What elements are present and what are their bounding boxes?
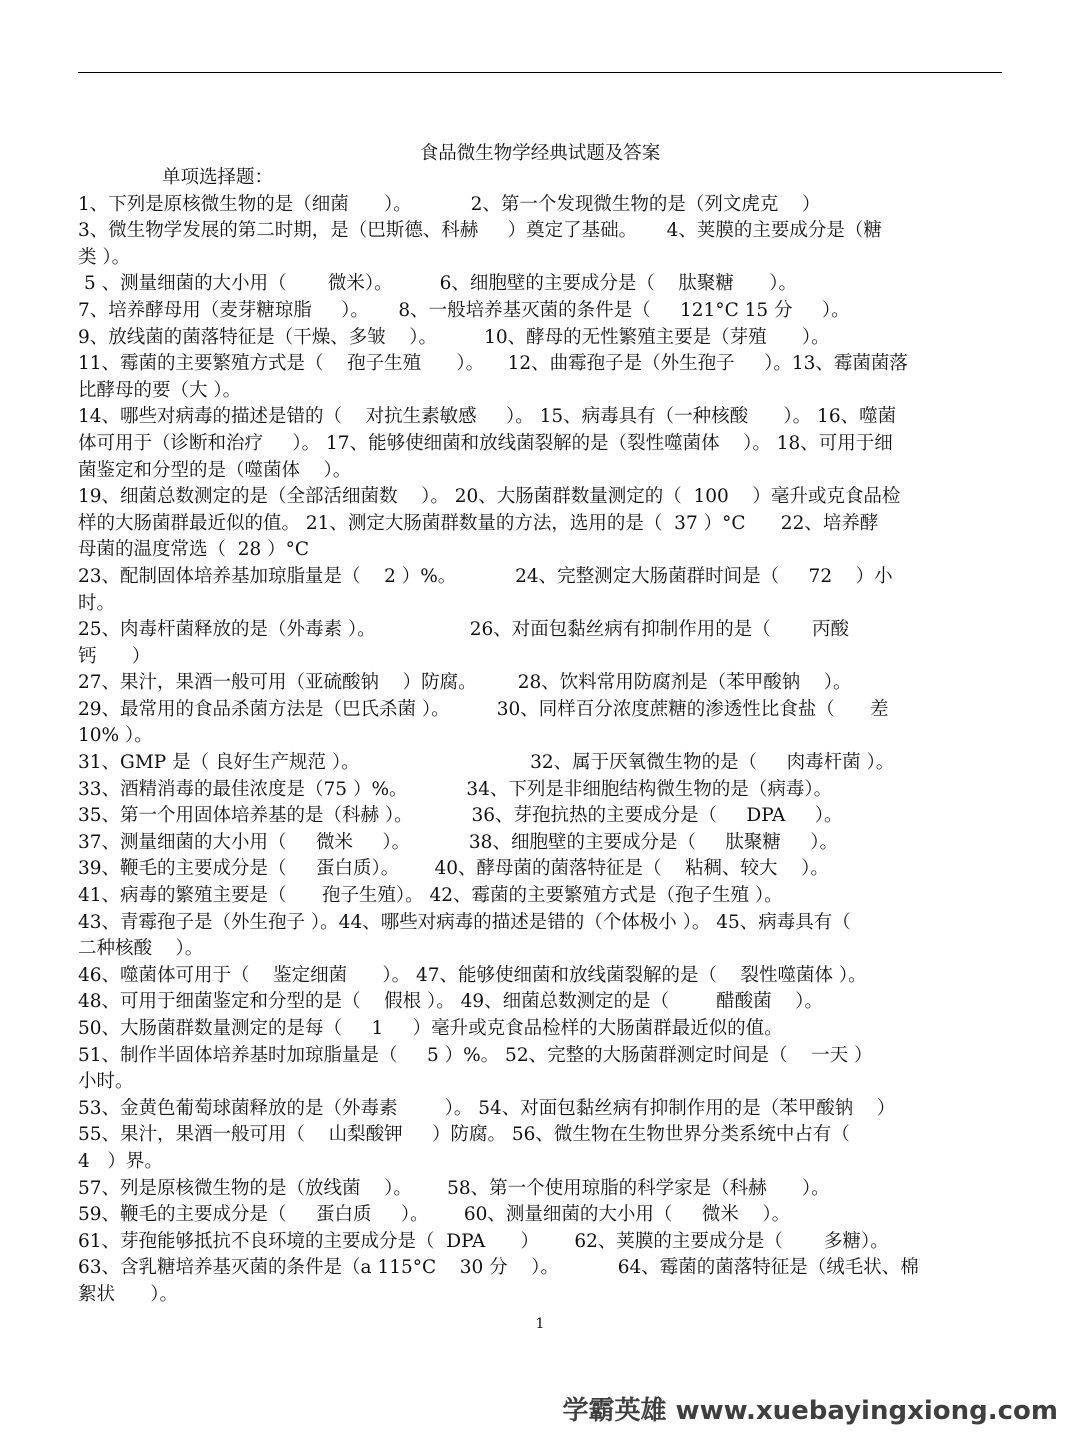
page-number: 1 <box>535 1316 545 1332</box>
question-list <box>78 165 1018 1335</box>
text-line: 46、噬菌体可用于（ 鉴定细菌 ）。 47、能够使细菌和放线菌裂解的是（ 裂性噬菌体 ）。 <box>78 964 867 986</box>
text-line: 41、病毒的繁殖主要是（ 孢子生殖）。 42、霉菌的主要繁殖方式是（孢子生殖 ）。 <box>78 885 783 907</box>
text-line: 14、哪些对病毒的描述是错的（ 对抗生素敏感 ）。 15、病毒具有（一种核酸 ）。 16、噬菌 <box>78 406 897 428</box>
text-line: 37、测量细菌的大小用（ 微米 ）。 38、细胞壁的主要成分是（ 肽聚糖 ）。 <box>78 831 839 853</box>
text-line: 48、可用于细菌鉴定和分型的是（ 假根 ）。 49、细菌总数测定的是（ 醋酸菌 ）。 <box>78 991 823 1013</box>
text-line: 体可用于（诊断和治疗 ）。 17、能够使细菌和放线菌裂解的是（裂性噬菌体 ）。 18、可用于细 <box>78 432 893 454</box>
section-heading: 单项选择题： <box>162 167 274 188</box>
text-line: 29、最常用的食品杀菌方法是（巴氏杀菌 ）。 30、同样百分浓度蔗糖的渗透性比食盐（ 差 <box>78 698 889 720</box>
document-title: 食品微生物学经典试题及答案 <box>419 143 661 164</box>
text-line: 4 ）界。 <box>78 1150 163 1172</box>
text-line: 51、制作半固体培养基时加琼脂量是（ 5 ）%。 52、完整的大肠菌群测定时间是（ 一天 ） <box>78 1044 873 1066</box>
text-line: 59、鞭毛的主要成分是（ 蛋白质 ）。 60、测量细菌的大小用（ 微米 ）。 <box>78 1204 791 1226</box>
text-line: 63、含乳糖培养基灭菌的条件是（a 115°C 30 分 ）。 64、霉菌的菌落特征是（绒毛状、棉 <box>78 1257 919 1279</box>
text-line: 57、列是原核微生物的是（放线菌 ）。 58、第一个使用琼脂的科学家是（科赫 ）。 <box>78 1177 830 1199</box>
text-line: 35、第一个用固体培养基的是（科赫 ）。 36、芽孢抗热的主要成分是（ DPA ）。 <box>78 805 843 827</box>
text-line: 25、肉毒杆菌释放的是（外毒素 ）。 26、对面包黏丝病有抑制作用的是（ 丙酸 <box>78 619 849 641</box>
text-line: 小时。 <box>78 1071 134 1093</box>
text-line: 33、酒精消毒的最佳浓度是（75 ）%。 34、下列是非细胞结构微生物的是（病毒）。 <box>78 778 833 800</box>
text-line: 31、GMP 是（ 良好生产规范 ）。 32、属于厌氧微生物的是（ 肉毒杆菌 ）。 <box>78 752 895 774</box>
text-line: 19、细菌总数测定的是（全部活细菌数 ）。 20、大肠菌群数量测定的（ 100 ）毫升或克食品检 <box>78 486 901 508</box>
site-watermark: 学霸英雄 www.xuebayingxiong.com <box>562 1396 1058 1426</box>
text-line: 3、微生物学发展的第二时期，是（巴斯德、科赫 ）奠定了基础。 4、荚膜的主要成分是（糖 <box>78 220 882 242</box>
text-line: 类 ）。 <box>78 246 131 268</box>
text-line: 菌鉴定和分型的是（噬菌体 ）。 <box>78 459 352 481</box>
text-line: 61、芽孢能够抵抗不良环境的主要成分是（ DPA ） 62、荚膜的主要成分是（ 多糖）。 <box>78 1230 889 1252</box>
text-line: 11、霉菌的主要繁殖方式是（ 孢子生殖 ）。 12、曲霉孢子是（外生孢子 ）。13、霉菌菌落 <box>78 353 908 375</box>
text-line: 二种核酸 ）。 <box>78 938 204 960</box>
header-rule <box>78 72 1002 73</box>
text-line: 9、放线菌的菌落特征是（干燥、多皱 ）。 10、酵母的无性繁殖主要是（芽殖 ）。 <box>78 326 830 348</box>
text-line: 39、鞭毛的主要成分是（ 蛋白质）。 40、酵母菌的菌落特征是（ 粘稠、较大 ）。 <box>78 858 829 880</box>
text-line: 10% ）。 <box>78 725 153 747</box>
text-line: 43、青霉孢子是（外生孢子 ）。44、哪些对病毒的描述是错的（个体极小 ）。 45、病毒具有（ <box>78 911 851 933</box>
text-line: 5 、测量细菌的大小用（ 微米）。 6、细胞壁的主要成分是（ 肽聚糖 ）。 <box>84 273 797 295</box>
text-line: 55、果汁，果酒一般可用（ 山梨酸钾 ）防腐。 56、微生物在生物世界分类系统中占有（ <box>78 1124 850 1146</box>
text-line: 53、金黄色葡萄球菌释放的是（外毒素 ）。 54、对面包黏丝病有抑制作用的是（苯甲酸钠 ） <box>78 1097 896 1119</box>
text-line: 23、配制固体培养基加琼脂量是（ 2 ）%。 24、完整测定大肠菌群时间是（ 72 ）小 <box>78 565 893 587</box>
text-line: 27、果汁，果酒一般可用（亚硫酸钠 ）防腐。 28、饮料常用防腐剂是（苯甲酸钠 ）。 <box>78 672 852 694</box>
text-line: 时。 <box>78 592 116 614</box>
text-line: 比酵母的要（大 ）。 <box>78 379 242 401</box>
text-line: 50、大肠菌群数量测定的是每（ 1 ）毫升或克食品检样的大肠菌群最近似的值。 <box>78 1018 783 1039</box>
text-line: 1、下列是原核微生物的是（细菌 ）。 2、第一个发现微生物的是（列文虎克 ） <box>78 193 821 215</box>
text-line: 母菌的温度常选（ 28 ）°C <box>78 539 310 561</box>
text-line: 絮状 ）。 <box>78 1283 179 1305</box>
text-line: 钙 ） <box>78 645 151 667</box>
text-line: 7、培养酵母用（麦芽糖琼脂 ）。 8、一般培养基灭菌的条件是（ 121°C 15 分 ）。 <box>78 299 850 321</box>
text-line: 样的大肠菌群最近似的值。 21、测定大肠菌群数量的方法，选用的是（ 37 ）°C 22、培养酵 <box>78 512 879 534</box>
